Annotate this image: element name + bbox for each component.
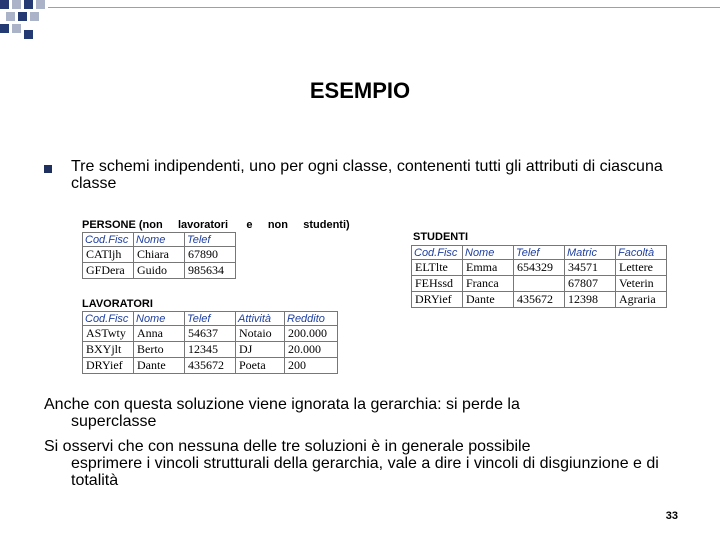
table-cell: Chiara [134, 247, 185, 263]
column-header: Nome [463, 246, 514, 260]
table-cell: BXYjlt [83, 342, 134, 358]
paragraph-continuation: esprimere i vincoli strutturali della gerarchia, vale a dire i vincoli di disgiunzione e di totalità [71, 455, 659, 489]
table-cell: Dante [134, 358, 185, 374]
table-cell: DRYief [412, 292, 463, 308]
table-row [83, 326, 338, 342]
table-header-row [83, 233, 236, 247]
table-row [83, 342, 338, 358]
table-cell: Agraria [616, 292, 667, 308]
persone-table-label: PERSONE (non lavoratori e non studenti) [82, 219, 350, 231]
table-cell: 12345 [185, 342, 236, 358]
table-cell: Berto [134, 342, 185, 358]
table-cell: Poeta [236, 358, 285, 374]
lavoratori-table-label: LAVORATORI [82, 298, 153, 310]
table-cell: Dante [463, 292, 514, 308]
table-cell: FEHssd [412, 276, 463, 292]
table-cell [514, 276, 565, 292]
column-header: Telef [185, 312, 236, 326]
table-cell: ASTwty [83, 326, 134, 342]
paragraph-line: Anche con questa soluzione viene ignorata la gerarchia: si perde la [44, 396, 520, 413]
table-header-row [412, 246, 667, 260]
table-row [412, 260, 667, 276]
paragraph-continuation: superclasse [71, 413, 157, 430]
paragraph-line: Si osservi che con nessuna delle tre soluzioni è in generale possibile [44, 438, 531, 455]
table-cell: Anna [134, 326, 185, 342]
table-cell: GFDera [83, 263, 134, 279]
column-header: Matric [565, 246, 616, 260]
table-row [412, 276, 667, 292]
square-bullet-icon [44, 165, 52, 173]
table-cell: Veterin [616, 276, 667, 292]
column-header: Cod.Fisc [83, 312, 134, 326]
table-row [83, 247, 236, 263]
paragraph-vincoli [44, 438, 664, 489]
slide-title: ESEMPIO [309, 78, 411, 103]
table-cell: ELTlte [412, 260, 463, 276]
table-cell: 200 [285, 358, 338, 374]
studenti-table-label: STUDENTI [413, 231, 468, 243]
table-cell: 12398 [565, 292, 616, 308]
column-header: Facoltà [616, 246, 667, 260]
lavoratori-table [82, 311, 338, 374]
bullet-text: Tre schemi indipendenti, uno per ogni classe, contenenti tutti gli attributi di ciascuna classe [71, 158, 663, 192]
table-header-row [83, 312, 338, 326]
column-header: Telef [185, 233, 236, 247]
table-cell: CATljh [83, 247, 134, 263]
column-header: Attività [236, 312, 285, 326]
column-header: Nome [134, 233, 185, 247]
studenti-table [411, 245, 667, 308]
persone-table [82, 232, 236, 279]
column-header: Nome [134, 312, 185, 326]
table-cell: 654329 [514, 260, 565, 276]
paragraph-gerarchia [44, 396, 664, 430]
table-cell: Notaio [236, 326, 285, 342]
table-row [412, 292, 667, 308]
table-cell: DJ [236, 342, 285, 358]
title-divider [48, 7, 720, 8]
table-cell: 34571 [565, 260, 616, 276]
table-cell: 67807 [565, 276, 616, 292]
column-header: Reddito [285, 312, 338, 326]
table-cell: DRYief [83, 358, 134, 374]
table-cell: 435672 [185, 358, 236, 374]
table-cell: 200.000 [285, 326, 338, 342]
table-cell: Emma [463, 260, 514, 276]
table-cell: Franca [463, 276, 514, 292]
column-header: Cod.Fisc [83, 233, 134, 247]
table-row [83, 358, 338, 374]
table-cell: Lettere [616, 260, 667, 276]
table-row [83, 263, 236, 279]
table-cell: Guido [134, 263, 185, 279]
corner-decoration [0, 0, 80, 40]
table-cell: 435672 [514, 292, 565, 308]
page-number: 33 [665, 510, 678, 522]
table-cell: 20.000 [285, 342, 338, 358]
table-cell: 54637 [185, 326, 236, 342]
table-cell: 985634 [185, 263, 236, 279]
column-header: Cod.Fisc [412, 246, 463, 260]
column-header: Telef [514, 246, 565, 260]
table-cell: 67890 [185, 247, 236, 263]
